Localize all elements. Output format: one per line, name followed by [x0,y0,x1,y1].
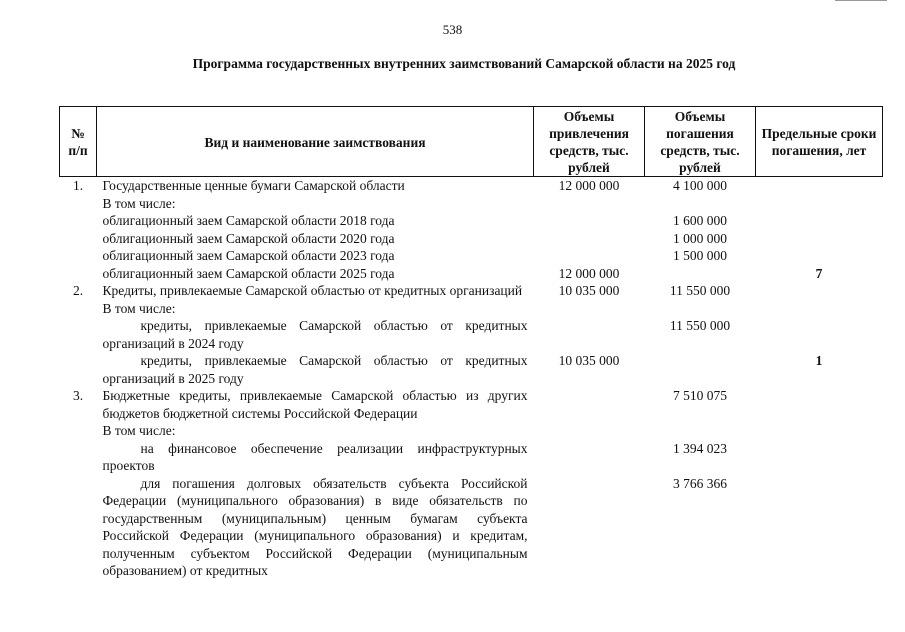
row-name: для погашения долговых обязательств субъекта Российской Федерации (муниципального образования) в виде обязательств по государственным (муниципальным) ценным бумагам субъекта Российской Федерации (муниципального образования) и кредитам, полученным субъектом Российской Федерации (муниципальным образованием) от кредитных [102,475,528,578]
row-name: облигационный заем Самарской области 2020 года [102,230,395,246]
row-attract [534,422,645,440]
row-attract: 12 000 000 [558,265,620,281]
row-name: облигационный заем Самарской области 2023 года [102,248,395,263]
row-name: В том числе: [102,300,176,316]
row-repay [645,352,756,387]
table-row [60,195,883,213]
table-row [60,282,883,300]
row-num [60,422,97,440]
row-num [60,317,97,352]
row-repay [645,422,756,440]
table-row [60,317,883,352]
header-repay: Объемы погашения средств, тыс. рублей [645,107,756,177]
table-row [60,422,883,440]
row-repay: 4 100 000 [673,178,727,193]
row-num [60,475,97,580]
header-attract: Объемы привлечения средств, тыс. рублей [534,107,645,177]
row-term [756,212,883,230]
row-name: В том числе: [102,195,176,211]
row-num [60,247,97,265]
row-num: 3. [72,388,84,403]
row-repay: 1 600 000 [673,213,727,228]
row-num [60,230,97,248]
row-name: на финансовое обеспечение реализации инфраструктурных проектов [102,440,528,473]
row-repay: 3 766 366 [673,475,727,491]
row-term [756,475,883,580]
table-row [60,300,883,318]
row-term [756,300,883,318]
row-name: облигационный заем Самарской области 2025 года [102,265,395,281]
row-term: 1 [815,353,823,368]
row-repay: 1 500 000 [673,248,727,263]
row-term [756,317,883,352]
table-row [60,230,883,248]
row-repay: 1 394 023 [673,440,727,456]
row-term: 7 [815,265,823,281]
row-name: кредиты, привлекаемые Самарской областью от кредитных организаций в 2024 году [102,318,528,351]
row-attract: 10 035 000 [558,353,620,368]
table-row [60,440,883,475]
row-attract [534,212,645,230]
header-term: Предельные сроки погашения, лет [756,107,883,177]
row-num [60,300,97,318]
row-term [756,230,883,248]
row-name: облигационный заем Самарской области 2018 года [102,213,395,228]
table-row [60,265,883,283]
row-term [756,247,883,265]
document-title: Программа государственных внутренних заимствований Самарской области на 2025 год [192,56,736,71]
table-row [60,177,883,195]
row-name: Кредиты, привлекаемые Самарской областью от кредитных организаций [102,283,523,298]
row-term [756,177,883,195]
table-row [60,247,883,265]
row-name: кредиты, привлекаемые Самарской областью от кредитных организаций в 2025 году [102,353,528,386]
row-attract: 12 000 000 [558,178,620,193]
row-attract [534,475,645,580]
row-name: В том числе: [102,423,176,438]
row-name: Государственные ценные бумаги Самарской области [102,178,405,193]
table-header-row [60,107,883,177]
row-repay [645,300,756,318]
row-term [756,282,883,300]
row-num [60,352,97,387]
row-num: 2. [72,283,84,298]
row-num [60,195,97,213]
row-repay: 11 550 000 [669,283,731,298]
row-attract [534,387,645,422]
row-num [60,265,97,283]
table-row [60,387,883,422]
table-row [60,212,883,230]
row-attract [534,230,645,248]
borrowing-program-table [59,106,883,580]
row-term [756,387,883,422]
row-term [756,195,883,213]
table-row [60,352,883,387]
row-attract [534,247,645,265]
page-number: 538 [442,22,463,37]
row-repay [645,195,756,213]
row-repay: 7 510 075 [673,388,727,403]
row-term [756,440,883,475]
row-attract [534,300,645,318]
row-repay: 11 550 000 [669,318,731,333]
header-rule [835,0,887,1]
row-num: 1. [72,178,84,193]
table-row [60,475,883,580]
row-repay: 1 000 000 [673,230,727,246]
row-term [756,422,883,440]
row-attract [534,195,645,213]
row-attract [534,440,645,475]
row-num [60,212,97,230]
row-attract [534,317,645,352]
row-attract: 10 035 000 [558,283,620,298]
header-num: № п/п [60,107,97,177]
row-name: Бюджетные кредиты, привлекаемые Самарской областью из других бюджетов бюджетной системы Российской Федерации [102,388,528,421]
header-name: Вид и наименование заимствования [97,107,534,177]
row-num [60,440,97,475]
row-repay [645,265,756,283]
